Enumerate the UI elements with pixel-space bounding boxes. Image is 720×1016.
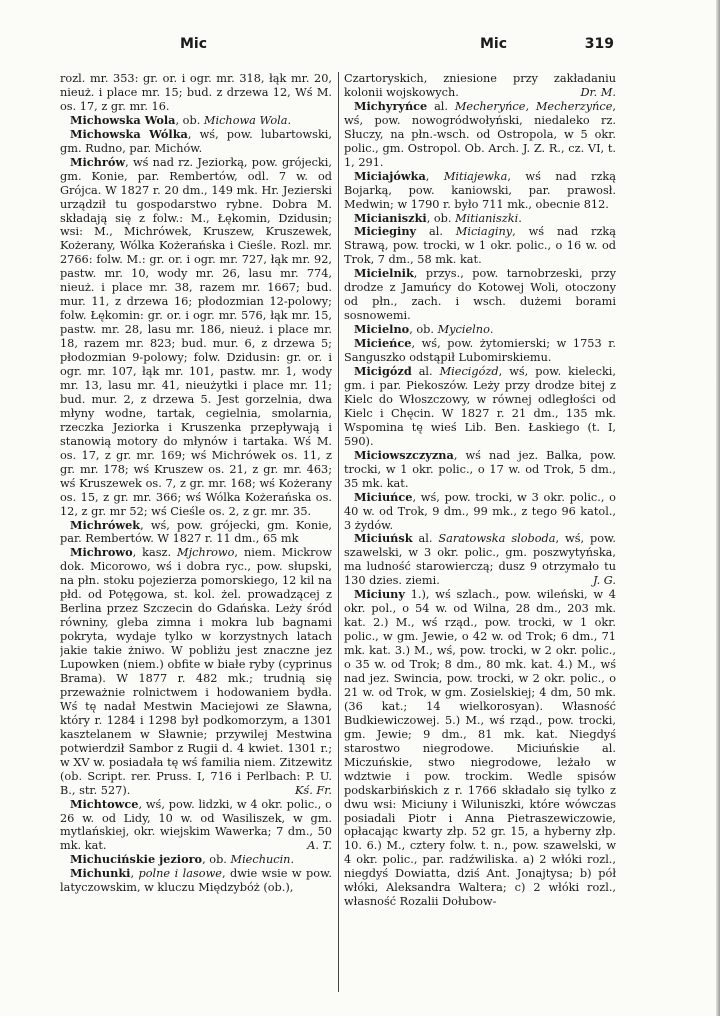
dictionary-entry [344,365,616,449]
entry-text-tail: , wś, pow. kielecki, gm. i par. Piekoszów. Leży przy drodze bitej z Kielc do Włoszczowy, w równej odległości od Kielc i Chęcin. W 1827 r. 21 dm., 135 mk. Wspomina tę wieś Lib. Ben. Łaskiego (t. I, 590). [344,365,616,448]
dictionary-entry [60,156,332,519]
column-divider [338,72,339,992]
entry-italic-form: Mitiajewka [443,169,508,183]
entry-headword: Micielno [354,322,410,337]
entry-text: al. [412,532,439,546]
entry-italic-form: Miechucin [230,853,291,867]
entry-headword: Miciuny [354,587,405,602]
entry-italic-form: Mycielno [437,323,490,337]
dictionary-entry [344,267,616,323]
entry-italic-form: Miciaginy [455,225,513,239]
entry-text: , [130,867,139,881]
entry-headword: Michrowo [70,545,133,560]
entry-headword: Miciuńsk [354,531,413,546]
entry-text: , ob. [202,853,231,867]
entry-text: , [425,169,444,183]
entry-headword: Michtowce [70,796,139,811]
entry-text: , kasz. [132,546,178,560]
entry-headword: Michunki [70,866,131,881]
dictionary-columns [60,72,616,992]
dictionary-entry [344,337,616,365]
entry-headword: Michrówek [70,517,141,532]
dictionary-entry [60,546,332,797]
entry-italic-form: Mjchrowo [177,546,235,560]
entry-headword: Micieńce [354,336,412,351]
entry-text: , ob. [426,211,456,225]
left-column [60,72,332,992]
entry-text: , ob. [175,113,204,127]
dictionary-entry [60,519,332,547]
entry-text-tail: . [489,323,494,337]
entry-headword: Michyryńce [354,98,428,113]
entry-headword: Micigózd [354,364,412,379]
entry-text-tail: , wś, pow. nowogródwołyński, niedaleko rz. Słuczy, na płn.-wsch. od Ostropola, w 5 okr. polic., gm. Ostropol. Ob. Arch. J. Z. R., cz. VI, t. 1, 291. [344,99,616,169]
entry-headword: Miciuńce [354,489,413,504]
entry-text-tail: . [290,853,295,867]
dictionary-entry [344,449,616,491]
dictionary-entry [344,100,616,170]
entry-italic-form: Michowa Wola [203,113,288,127]
entry-text: , wś, pow. trocki, w 3 okr. polic., o 40 w. od Trok, 9 dm., 99 mk., z tego 96 katol., 3 żydów. [344,490,616,532]
entry-text: , wś, pow. grójecki, gm. Konie, par. Rembertów. W 1827 r. 11 dm., 65 mk [60,518,332,546]
entry-text-tail: , wś, pow. szawelski, w 3 okr. polic., gm. poszwytyńska, ma ludność starowierczą; dusz 9 otrzymało tu 130 dzies. ziemi. [344,532,616,588]
entry-text: , wś, pow. lidzki, w 4 okr. polic., o 26 w. od Lidy, 10 w. od Wasiliszek, w gm. mytlańskiej, okr. wiejskim Wawerka; 7 dm., 50 mk. kat. [60,797,332,853]
entry-text-tail: , niem. Mickrow dok. Micorowo, wś i dobra ryc., pow. słupski, na płn. stoku pojezierza pomorskiego, 12 kil na płd. od Potęgowa, st. kol. żel. prowadzącej z Berlina przez Szczecin do Gdańska. Leży śród równiny, gleba zimna i mokra lub bagnami pokryta, wydaje tylko w korzystnych latach jakie takie żniwo. W pobliżu jest znaczne jez Lupowken (niem.) obfite w białe ryby (cyprinus Brama). W 1877 r. 482 mk.; trudnią się przeważnie rolnictwem i hodowaniem bydła. Wś tę nadał Mestwin Maciejowi ze Sławna, który r. 1284 i 1298 był podkomorzym, a 1301 kasztelanem w Sławnie; przywilej Mestwina potwierdził Sambor z Rugii d. 4 kwiet. 1301 r.; w XV w. posiadała tę wś familia niem. Zitzewitz (ob. Script. rer. Pruss. I, 716 i Perlbach: P. U. B., str. 527). [60,546,332,797]
entry-headword: Micianiszki [354,210,427,225]
entry-signature: Dr. M. [580,85,616,99]
entry-headword: Micieginy [354,224,417,239]
running-head-right: Mic [480,36,508,52]
entry-text: , wś, pow. lubartowski, gm. Rudno, par. Michów. [60,127,332,155]
entry-italic-form: Saratowska sloboda [438,532,556,546]
dictionary-entry [60,867,332,895]
dictionary-entry [344,225,616,267]
right-column [344,72,616,992]
entry-text-tail: , wś nad rzką Strawą, pow. trocki, w 1 okr. polic., o 16 w. od Trok, 7 dm., 58 mk. kat. [344,225,616,267]
dictionary-entry [60,853,332,867]
dictionary-entry [60,798,332,854]
entry-text: , wś nad jez. Balka, pow. trocki, w 1 okr. polic., o 17 w. od Trok, 5 dm., 35 mk. kat. [344,448,616,490]
entry-text: Czartoryskich, zniesione przy zakładaniu kolonii wojskowych. [344,72,616,99]
entry-headword: Micielnik [354,266,414,281]
entry-text-tail: . [287,113,292,127]
dictionary-entry [60,114,332,128]
entry-headword: Michrów [70,154,126,169]
entry-text: al. [416,225,456,239]
dictionary-entry [60,128,332,156]
entry-signature: J. G. [592,574,616,588]
entry-signature: Kś. Fr. [294,783,332,797]
entry-italic-form: polne i lasowe [138,867,222,881]
entry-text: al. [427,99,455,113]
entry-headword: Miciajówka [354,168,426,183]
entry-text-tail: . [518,211,522,225]
dictionary-entry [344,588,616,909]
entry-text-tail: , wś nad rzką Bojarką, pow. kaniowski, par. prawosł. Medwin; w 1790 r. było 711 mk., obecnie 812. [344,169,616,211]
entry-headword: Michucińskie jezioro [70,852,203,867]
entry-text: rozl. mr. 353: gr. or. i ogr. mr. 318, łąk mr. 20, nieuż. i place mr. 15; bud. z drzewa 12, Wś M. os. 17, z gr. mr. 16. [60,72,332,113]
entry-text: , ob. [409,323,438,337]
page-number: 319 [584,36,614,52]
entry-text: , wś nad rz. Jeziorką, pow. grójecki, gm. Konie, par. Rembertów, odl. 7 w. od Grójca. W 1827 r. 20 dm., 149 mk. Hr. Jezierski urządził tu gospodarstwo rybne. Dobra M. składają się z folw.: M., Łękomin, Dzidusin; wsi: M., Michrówek, Kruszew, Kruszewek, Kożerany, Wólka Kożerańska i Cieśle. Rozl. mr. 2766: folw. M.: gr. or. i ogr. mr. 727, łąk mr. 92, pastw. mr. 10, wody mr. 26, lasu mr. 774, nieuż. i place mr. 38, razem mr. 1667; bud. mur. 11, z drzewa 16; płodozmian 12-polowy; folw. Łękomin: gr. or. i ogr. mr. 576, łąk mr. 15, pastw. mr. 28, lasu mr. 186, nieuż. i place mr. 18, razem mr. 823; bud. mur. 6, z drzewa 5; płodozmian 9-polowy; folw. Dzidusin: gr. or. i ogr. mr. 107, łąk mr. 101, pastw. mr. 1, wody mr. 13, lasu mr. 41, nieużytki i place mr. 11; bud. mur. 2, z drzewa 5. Jest gorzelnia, dwa młyny wodne, tartak, cegielnia, smolarnia, rzeczka Jeziorka i Kruszenka przepływają i stanowią motory do młynów i tartaka. Wś M. os. 17, z gr. mr. 169; wś Michrówek os. 11, z gr. mr. 178; wś Kruszew os. 21, z gr. mr. 463; wś Kruszewek os. 7, z gr. mr. 168; wś Kożerany os. 15, z gr. mr. 366; wś Wólka Kożerańska os. 12, z gr. mr 52; wś Cieśle os. 2, z gr. mr. 35. [60,155,332,518]
entry-italic-form: Miecigózd [439,365,499,379]
dictionary-entry [344,491,616,533]
entry-text: , wś, pow. żytomierski; w 1753 r. Sanguszko odstąpił Lubomirskiemu. [344,337,616,365]
entry-text-tail: , dwie wsie w pow. latyczowskim, w kluczu Międzybóż (ob.), [60,867,332,895]
running-head-left: Mic [180,36,208,52]
entry-headword: Michowska Wola [70,112,176,127]
dictionary-entry [60,72,332,114]
entry-headword: Michowska Wólka [70,126,188,141]
entry-text: 1.), wś szlach., pow. wileński, w 4 okr. pol., o 54 w. od Wilna, 28 dm., 203 mk. kat. 2.) M., wś rząd., pow. trocki, w 1 okr. polic., w gm. Jewie, o 42 w. od Trok; 6 dm., 71 mk. kat. 3.) M., wś, pow. trocki, w 2 okr. polic., o 35 w. od Trok; 8 dm., 80 mk. kat. 4.) M., wś nad jez. Swincia, pow. trocki, w 2 okr. polic., o 21 w. od Trok, w gm. Zosielskiej; 4 dm, 50 mk. (36 kat.; 14 wielkorosyan). Własność Budkiewiczowej. 5.) M., wś rząd., pow. trocki, gm. Jewie; 9 dm., 81 mk. kat. Niegdyś starostwo niegrodowe. Miciuńskie al. Miczuńskie, stwo niegrodowe, leżało w wdztwie i pow. trockim. Wedle spisów podskarbińskich z r. 1766 składało się tylko z dwu wsi: Miciuny i Wiluniszki, które wówczas posiadali Piotr i Anna Pietraszewiczowie, opłacając kwarty złp. 52 gr. 15, a hyberny złp. 10. 6.) M., cztery folw. t. n., pow. szawelski, w 4 okr. polic., par. radźwiliska. a) 2 włóki rozl., niegdyś Dowiatta, dziś Ant. Jonajtysa; b) pół włóki, Aleksandra Waltera; c) 2 włóki rozl., własność Rozalii Dołubow- [344,588,616,909]
running-header [62,36,614,56]
entry-text: , przys., pow. tarnobrzeski, przy drodze z Jamuńcy do Kotowej Woli, otoczony od płn., zach. i wsch. dużemi borami sosnowemi. [344,267,616,323]
dictionary-entry [344,212,616,226]
dictionary-entry [344,323,616,337]
dictionary-entry [344,532,616,588]
entry-italic-form: Mitianiszki [455,211,519,225]
page-edge [716,0,720,1016]
entry-headword: Miciowszczyzna [354,447,454,462]
entry-italic-form: Mecheryńce, Mecherzyńce [454,99,613,113]
entry-text: al. [411,365,440,379]
entry-signature: A. T. [307,839,332,853]
dictionary-entry [344,72,616,100]
dictionary-entry [344,170,616,212]
